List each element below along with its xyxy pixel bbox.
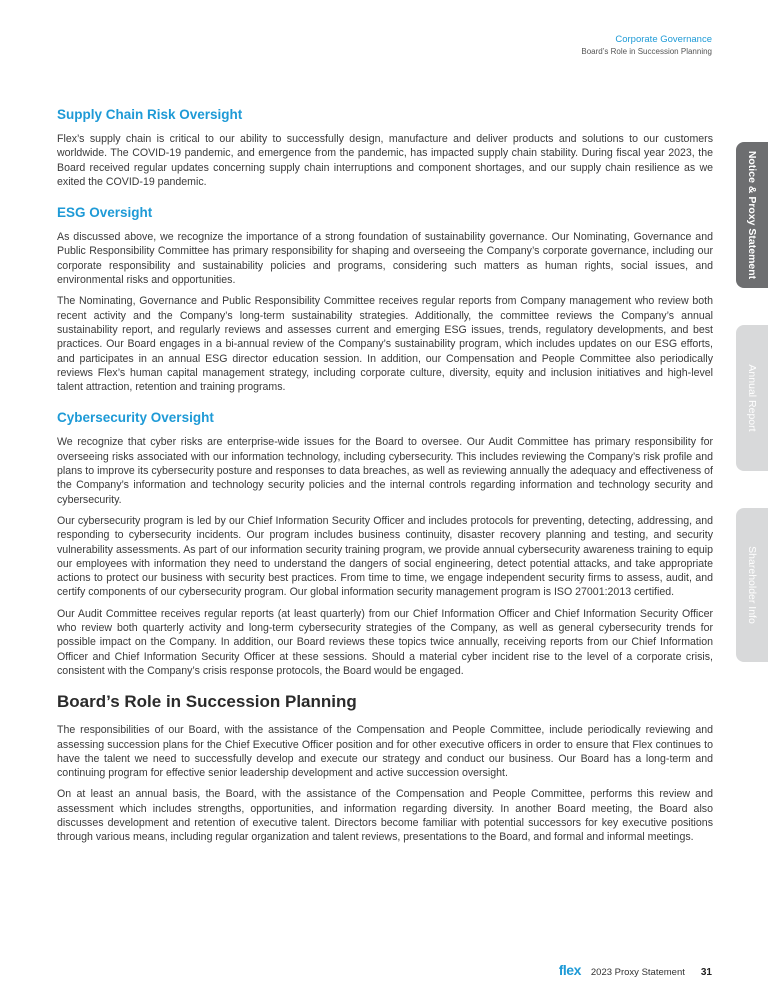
tab-annual-report[interactable] — [736, 325, 768, 471]
tab-notice-proxy-statement[interactable] — [736, 142, 768, 288]
paragraph: Our Audit Committee receives regular reports (at least quarterly) from our Chief Information Officer and Chief Information Security Officer who review both quarterly activity and long-term cybersecurity strategies of the Company, as well as general cybersecurity trends for possible impact on the Company. In addition, our Board reviews these topics twice annually, receiving reports from our Chief Information Officer and Chief Information Security Officer at these sessions. Should a material cyber incident rise to the level of a corporate crisis, consistent with the Company’s crisis response protocols, the Board would be engaged. — [57, 607, 713, 677]
tab-label: Annual Report — [746, 364, 758, 432]
paragraph: On at least an annual basis, the Board, with the assistance of the Compensation and People Committee, performs this review and assessment which includes strengths, opportunities, and information regarding diversity. In another Board meeting, the Board also discusses development and retention of executive talent. Directors become familiar with potential successors for key executive positions through various means, including regular organization and talent reviews, presentations to the Board, and formal and informal meetings. — [57, 788, 713, 844]
paragraph: The Nominating, Governance and Public Responsibility Committee receives regular reports from Company management who review both recent activity and the Company’s long-term sustainability strategies. Additionally, the committee reviews the Company’s annual sustainability report, and regularly reviews and assesses current and emerging ESG issues, trends, regulatory developments, and best practices. Our Board engages in a bi-annual review of the Company’s sustainability program, which includes updates on our ESG efforts, and participates in an annual ESG director education session. In addition, our Compensation and People Committee also periodically reviews Flex’s human capital management strategy, including corporate culture, diversity, equity and inclusion initiatives and high-level talent attraction, retention and training programs. — [57, 295, 713, 394]
paragraph: Our cybersecurity program is led by our Chief Information Security Officer and includes protocols for preventing, detecting, addressing, and responding to cybersecurity incidents. Our program includes business continuity, disaster recovery planning and testing, and security vulnerability assessments. As part of our information security training program, we provide annual cybersecurity awareness training to equip our employees with information they need to understand the dangers of social engineering, detect potential attacks, and take appropriate actions to protect our business with security best practices. From time to time, we engage independent security firms to assess, audit, and certify components of our cybersecurity program. Our global information security management program is ISO 27001:2013 certified. — [57, 514, 713, 599]
section-title: Corporate Governance — [615, 34, 712, 45]
tab-label: Shareholder Info — [746, 546, 758, 624]
document-title: 2023 Proxy Statement — [590, 967, 685, 978]
tab-shareholder-info[interactable] — [736, 508, 768, 662]
flex-logo: flex — [558, 962, 581, 978]
paragraph: We recognize that cyber risks are enterprise-wide issues for the Board to oversee. Our Audit Committee has primary responsibility for overseeing risks associated with our information technology, including cybersecurity. This includes reviewing the Company’s risk profile and plans to improve its cybersecurity posture and responses to data breaches, as well as reviewing annually the adequacy and effectiveness of the Company’s information and technology security policies and the internal controls regarding information and technology security and cybersecurity. — [57, 436, 713, 506]
tab-label: Notice & Proxy Statement — [746, 150, 758, 280]
paragraph: As discussed above, we recognize the importance of a strong foundation of sustainability governance. Our Nominating, Governance and Public Responsibility Committee has primary responsibility for shaping and overseeing the Company’s corporate governance, including our corporate responsibility and sustainability policies and programs, considering such matters as human rights, social issues, and environmental risks and opportunities. — [57, 231, 713, 287]
section-heading: Supply Chain Risk Oversight — [57, 107, 243, 122]
subsection-title: Board’s Role in Succession Planning — [581, 47, 712, 56]
paragraph: Flex’s supply chain is critical to our ability to successfully design, manufacture and deliver products and solutions to our customers worldwide. The COVID-19 pandemic, and emergence from the pandemic, has impacted supply chain stability. During fiscal year 2023, the Board received regular updates concerning supply chain interruptions and component shortages, and our supply chain resilience as we exited the COVID-19 pandemic. — [57, 133, 713, 188]
running-header — [581, 34, 712, 57]
paragraph: The responsibilities of our Board, with the assistance of the Compensation and People Committee, include periodically reviewing and assessing succession plans for the Chief Executive Officer position and for other executive officers in order to ensure that Flex continues to have the talent we need to successfully develop and execute our strategy and conduct our business. Our Board has a long-term and continuing program for effective senior leadership development and active succession oversight. — [57, 724, 713, 780]
section-heading: ESG Oversight — [57, 205, 153, 221]
page-footer — [559, 962, 712, 978]
page-number: 31 — [700, 967, 712, 978]
section-heading: Cybersecurity Oversight — [57, 410, 214, 426]
main-heading: Board’s Role in Succession Planning — [57, 692, 357, 712]
page-content — [57, 106, 713, 852]
